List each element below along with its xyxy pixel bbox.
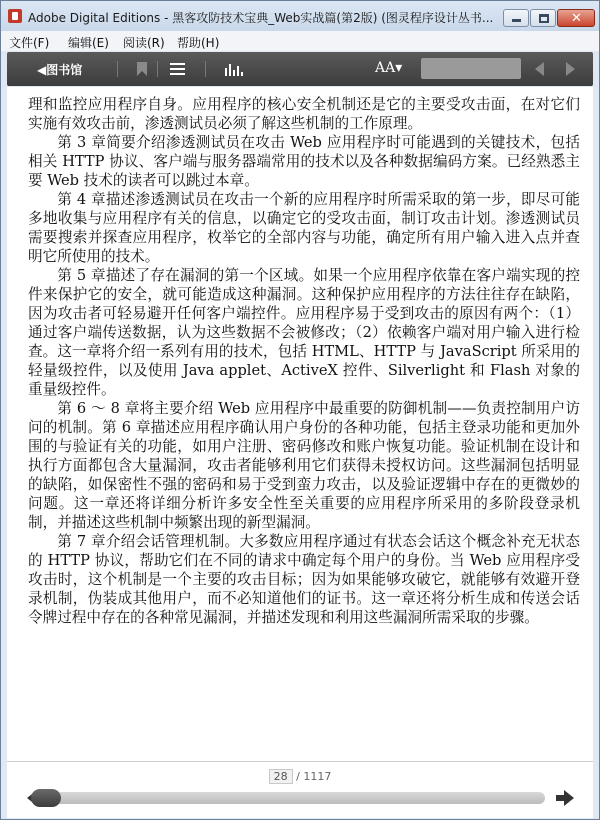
page-slider-track[interactable] xyxy=(55,792,545,804)
menu-edit[interactable]: 编辑(E) xyxy=(68,36,109,50)
previous-page-icon[interactable] xyxy=(535,62,544,76)
paragraph: 第 7 章介绍会话管理机制。大多数应用程序通过有状态会话这个概念补充无状态的 HTTP 协议，帮助它们在不同的请求中确定每个用户的身份。当 Web 应用程序受攻击时，这个机制是一个主要的攻击目标；因为如果能够攻破它，就能够有效避开登录机制，伪装成其他用户，而不必知道他们的证书。这一章还将分析生成和传送会话令牌过程中存在的各种常见漏洞，并描述发现和利用这些漏洞所需采取的步骤。 xyxy=(28,533,580,626)
toolbar-separator xyxy=(117,61,118,77)
paragraph: 第 6 ～ 8 章将主要介绍 Web 应用程序中最重要的防御机制——负责控制用户访问的机制。第 6 章描述应用程序确认用户身份的各种功能，包括主登录功能和更加外围的与验证有关的功能，如用户注册、密码修改和账户恢复功能。验证机制在设计和执行方面都包含大量漏洞，攻击者能够利用它们获得未授权访问。这些漏洞包括明显的缺陷，如保密性不强的密码和易于受到蛮力攻击，以及验证逻辑中存在的更微妙的问题。这一章还将详细分析许多安全性至关重要的应用程序所采用的多阶段登录机制，并描述这些机制中频繁出现的新型漏洞。 xyxy=(28,400,580,531)
menu-help[interactable]: 帮助(H) xyxy=(177,36,220,50)
page-separator: / xyxy=(292,770,304,783)
library-button[interactable]: ◀图书馆 xyxy=(37,63,83,77)
bookmark-icon[interactable] xyxy=(137,62,147,76)
close-icon: ✕ xyxy=(571,11,582,26)
view-options-icon[interactable] xyxy=(225,62,243,76)
window-title: Adobe Digital Editions - 黑客攻防技术宝典_Web实战篇(第2版) (图灵程序设计丛书... xyxy=(28,11,494,25)
maximize-button[interactable] xyxy=(530,9,556,27)
paragraph: 第 5 章描述了存在漏洞的第一个区域。如果一个应用程序依靠在客户端实现的控件来保护它的安全，就可能造成这种漏洞。这种保护应用程序的方法往往存在缺陷，因为攻击者可轻易避开任何客户端控件。应用程序易于受到攻击的原因有两个：（1）通过客户端传送数据，认为这些数据不会被修改；（2）依赖客户端对用户输入进行检查。这一章将介绍一系列有用的技术，包括 HTML、HTTP 与 JavaScript 所采用的轻量级控件，以及使用 Java applet、ActiveX 控件、Silverlight 和 Flash 对象的重量级控件。 xyxy=(28,267,580,398)
font-size-button[interactable]: AA▾ xyxy=(375,60,403,76)
paragraph: 第 3 章简要介绍渗透测试员在攻击 Web 应用程序时可能遇到的关键技术，包括相关 HTTP 协议、客户端与服务器端常用的技术以及各种数据编码方案。已经熟悉主要 Web 技术的读者可以跳过本章。 xyxy=(28,134,580,189)
paragraph: 第 4 章描述渗透测试员在攻击一个新的应用程序时所需采取的第一步，即尽可能多地收集与应用程序有关的信息，以确定它的受攻击面，制订攻击计划。渗透测试员需要搜索并探查应用程序，枚举它的全部内容与功能，确定所有用户输入进入点并查明它所使用的技术。 xyxy=(28,191,580,265)
close-button[interactable] xyxy=(557,9,595,27)
next-page-icon[interactable] xyxy=(566,62,575,76)
page-text xyxy=(28,95,580,627)
current-page-field[interactable]: 28 xyxy=(269,769,293,784)
menu-read[interactable]: 阅读(R) xyxy=(123,36,165,50)
app-icon xyxy=(8,9,22,23)
page-slider-thumb[interactable] xyxy=(31,789,61,807)
page-forward-arrow-icon[interactable] xyxy=(556,789,574,807)
total-pages: 1117 xyxy=(303,770,332,783)
menu-file[interactable]: 文件(F) xyxy=(9,36,50,50)
table-of-contents-icon[interactable] xyxy=(170,63,185,75)
toolbar-separator xyxy=(205,61,206,77)
title-bar xyxy=(1,1,599,31)
toolbar-separator xyxy=(157,61,158,77)
page-indicator xyxy=(7,769,593,784)
search-input[interactable] xyxy=(421,58,521,79)
minimize-icon xyxy=(512,19,521,22)
reader-toolbar xyxy=(7,52,593,86)
menu-bar xyxy=(1,31,599,51)
book-page xyxy=(7,87,593,761)
minimize-button[interactable] xyxy=(503,9,529,27)
paragraph: 理和监控应用程序自身。应用程序的核心安全机制还是它的主要受攻击面，在对它们实施有效攻击前，渗透测试员必须了解这些机制的工作原理。 xyxy=(28,96,580,132)
page-navigation-bar xyxy=(7,761,593,818)
maximize-icon xyxy=(539,14,549,23)
